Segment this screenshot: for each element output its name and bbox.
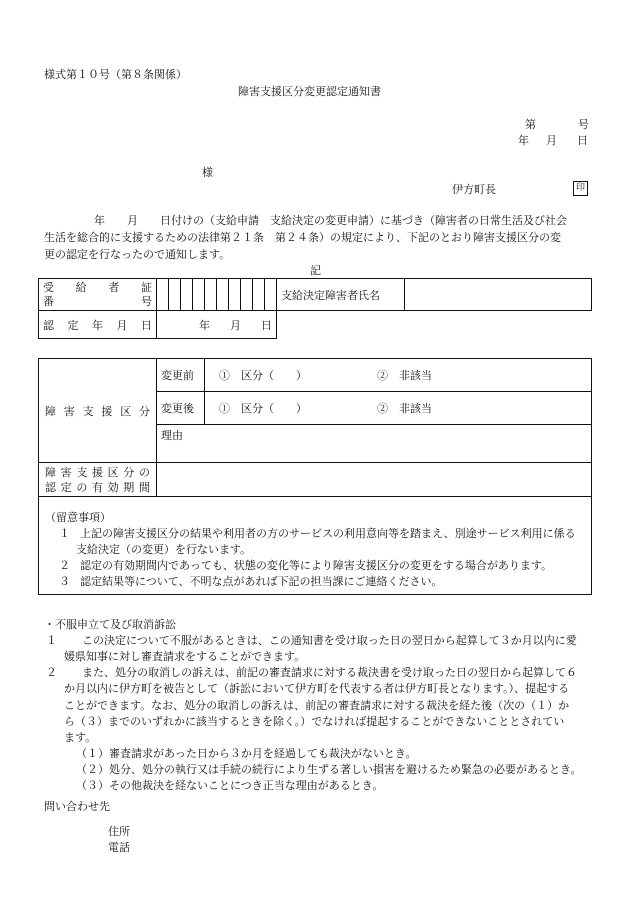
body-line-3: 更の認定を行なったので通知します。	[44, 248, 231, 261]
appeal-num-1: １	[46, 634, 57, 647]
riyu-label: 理由	[161, 429, 183, 442]
note-item: ２ 認定の有効期間内であっても、状態の変化等により障害支援区分の変更をする場合があります。	[59, 559, 553, 572]
date-tsuki: 月	[546, 134, 557, 147]
appeal-sub-1: （１）審査請求があった日から３か月を経過しても裁決がないとき。	[76, 747, 417, 760]
higaito-option[interactable]: ② 非該当	[377, 402, 432, 415]
body-line-2: 生活を総合的に支援するための法律第２１条 第２４条）の規定により、下記のとおり障害支援区分の変	[44, 231, 561, 244]
appeal-p1-line1: この決定について不服があるときは、この通知書を受け取った日の翌日から起算して３か月以内に愛	[82, 634, 577, 647]
note-item: ３ 認定結果等について、不明な点があれば下記の担当課にご連絡ください。	[59, 575, 443, 588]
yukokikan-label: 障 害 支 援 区 分 の 認 定 の 有 効 期 間	[39, 463, 157, 497]
contact-denwa: 電話	[108, 841, 130, 854]
appeal-p2-line4: ら（３）までのいずれかに該当するときを除く。）でなければ提起することができないこととされてい	[64, 715, 565, 728]
issuer: 伊方町長	[452, 183, 496, 196]
kubun-option[interactable]: ① 区分（ ）	[219, 369, 307, 382]
appeal-p2-line2: か月以内に伊方町を被告として（訴訟において伊方町を代表する者は伊方町長となります。）、提起する	[64, 682, 570, 695]
appeal-sub-3: （３）その他裁決を経ないことにつき正当な理由があるとき。	[76, 779, 384, 792]
doc-no-go: 号	[578, 118, 589, 131]
nintei-nen: 年	[199, 318, 210, 332]
appeal-p1-line2: 媛県知事に対し審査請求をすることができます。	[64, 650, 306, 663]
kubun-option[interactable]: ① 区分（ ）	[219, 402, 307, 415]
form-number: 様式第１０号（第８条関係）	[44, 68, 187, 81]
appeal-p2-line1: また、処分の取消しの訴えは、前記の審査請求に対する裁決書を受け取った日の翌日から起算して６	[82, 666, 577, 679]
notes-heading: （留意事項）	[45, 511, 111, 524]
jukyusha-digit[interactable]	[157, 279, 169, 311]
nintei-label: 認 定 年 月 日	[39, 311, 157, 339]
henkoumae-label: 変更前	[157, 359, 205, 392]
kubun-table	[38, 358, 592, 595]
appeal-p2-line5: ます。	[64, 731, 97, 744]
note-item: １ 上記の障害支援区分の結果や利用者の方のサービスの利用意向等を踏まえ、別途サービス利用に係る	[59, 527, 576, 540]
appeal-sub-2: （２）処分、処分の執行又は手続の続行により生ずる著しい損害を避けるため緊急の必要があるとき。	[76, 763, 582, 776]
doc-no-dai: 第	[525, 118, 536, 131]
appeal-num-2: ２	[46, 666, 57, 679]
jukyusha-digit[interactable]	[181, 279, 193, 311]
date-hi: 日	[577, 134, 588, 147]
nintei-date-field[interactable]	[157, 311, 277, 339]
recipient-sama: 様	[202, 166, 213, 179]
ki-label: 記	[310, 264, 321, 277]
jukyusha-digit[interactable]	[241, 279, 253, 311]
date-nen: 年	[518, 134, 529, 147]
appeal-p2-line3: ことができます。なお、処分の取消しの訴えは、前記の審査請求に対する裁決を経た後（次の（１）か	[64, 699, 570, 712]
henkougo-options[interactable]	[205, 392, 592, 425]
henkougo-label: 変更後	[157, 392, 205, 425]
riyu-field[interactable]	[157, 425, 592, 463]
jukyusha-digit[interactable]	[229, 279, 241, 311]
note-item-cont: 支給決定（の変更）を行ないます。	[76, 543, 252, 556]
recipient-table	[38, 278, 592, 339]
higaito-option[interactable]: ② 非該当	[377, 369, 432, 382]
jukyusha-digit[interactable]	[265, 279, 277, 311]
shikyu-name-field[interactable]	[405, 279, 592, 311]
contact-jusho: 住所	[108, 825, 130, 838]
jukyusha-label: 受 給 者 証 番 号	[39, 279, 157, 311]
document-title: 障害支援区分変更認定通知書	[238, 85, 381, 98]
henkoumae-options[interactable]	[205, 359, 592, 392]
nintei-tsuki: 月	[230, 318, 241, 332]
notes-cell	[39, 497, 592, 595]
appeal-heading: ・不服申立て及び取消訴訟	[44, 618, 176, 631]
seal-mark: 印	[573, 181, 588, 196]
kubun-label: 障 害 支 援 区 分	[39, 359, 157, 463]
jukyusha-digit[interactable]	[193, 279, 205, 311]
contact-heading: 問い合わせ先	[44, 800, 110, 813]
shikyu-label: 支給決定障害者氏名	[277, 279, 405, 311]
jukyusha-digit[interactable]	[217, 279, 229, 311]
yukokikan-field[interactable]	[157, 463, 592, 497]
body-line-1: 年 月 日付けの（支給申請 支給決定の変更申請）に基づき（障害者の日常生活及び社会	[94, 214, 567, 227]
jukyusha-digit[interactable]	[205, 279, 217, 311]
jukyusha-digit[interactable]	[169, 279, 181, 311]
jukyusha-digit[interactable]	[253, 279, 265, 311]
nintei-hi: 日	[261, 318, 272, 332]
